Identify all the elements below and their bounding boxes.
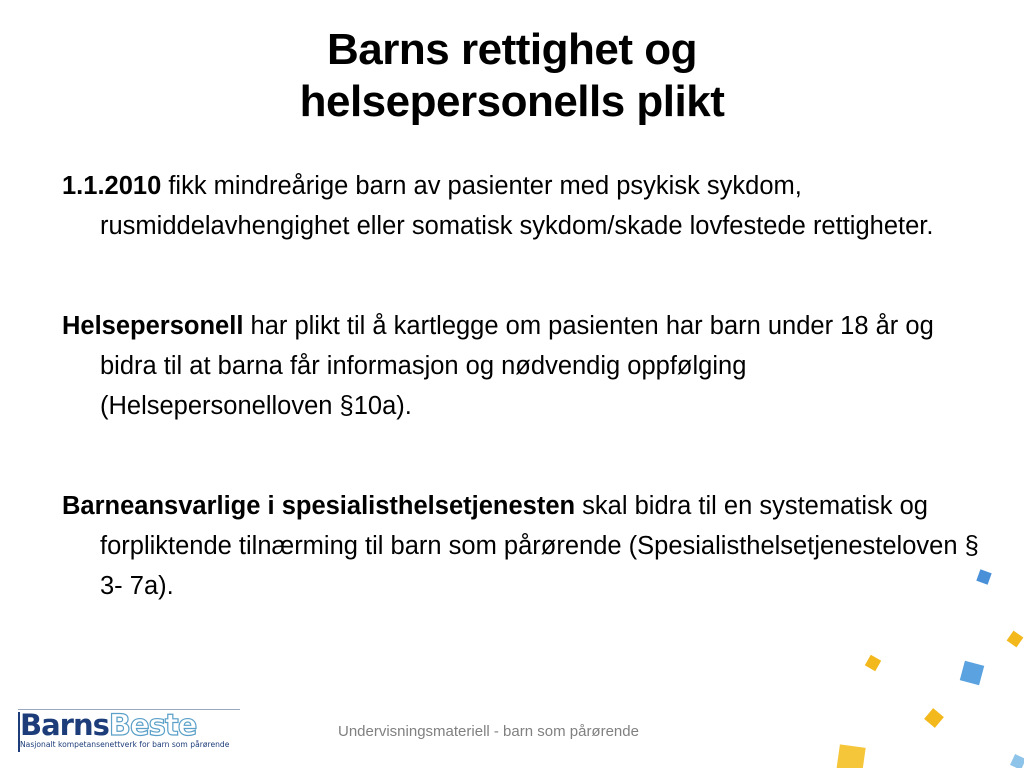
paragraph-rights-lead: 1.1.2010 bbox=[62, 172, 162, 200]
paragraph-responsible-lead: Barneansvarlige i spesialisthelsetjenesten bbox=[62, 492, 576, 520]
paragraph-responsible-text: skal bidra til en systematisk og forpliktende tilnærming til barn som pårørende (Spesialisthelsetjenesteloven § 3- 7a). bbox=[100, 492, 979, 600]
footer-text: Undervisningsmateriell - barn som pårørende bbox=[338, 723, 639, 740]
confetti-square-blue-large bbox=[960, 661, 984, 685]
logo-word-beste: Beste bbox=[108, 708, 197, 742]
paragraph-rights-text: fikk mindreårige barn av pasienter med psykisk sykdom, rusmiddelavhengighet eller somatisk sykdom/skade lovfestede rettigheter. bbox=[100, 172, 934, 240]
confetti-square-gold-right bbox=[1007, 631, 1024, 648]
paragraph-duty-text: har plikt til å kartlegge om pasienten har barn under 18 år og bidra til at barna får informasjon og nødvendig oppfølging (Helsepersonelloven §10a). bbox=[100, 312, 934, 420]
title-line-1: Barns rettighet og bbox=[327, 25, 697, 74]
confetti-square-lightblue bbox=[1010, 754, 1024, 768]
confetti-square-gold-mid bbox=[924, 708, 944, 728]
logo-word-barns: Barns bbox=[20, 708, 109, 742]
paragraph-responsible bbox=[62, 486, 982, 606]
logo-tagline: Nasjonalt kompetansenettverk for barn som pårørende bbox=[20, 740, 230, 749]
logo-wordmark bbox=[20, 709, 196, 741]
barnsbeste-logo bbox=[18, 709, 240, 753]
confetti-square-gold-small bbox=[865, 655, 881, 671]
paragraph-rights bbox=[62, 166, 982, 246]
slide-body bbox=[62, 166, 982, 606]
title-line-2: helsepersonells plikt bbox=[299, 77, 725, 126]
confetti-square-gold-large bbox=[836, 744, 865, 768]
paragraph-duty bbox=[62, 306, 982, 426]
slide-title bbox=[0, 24, 1024, 128]
paragraph-duty-lead: Helsepersonell bbox=[62, 312, 244, 340]
